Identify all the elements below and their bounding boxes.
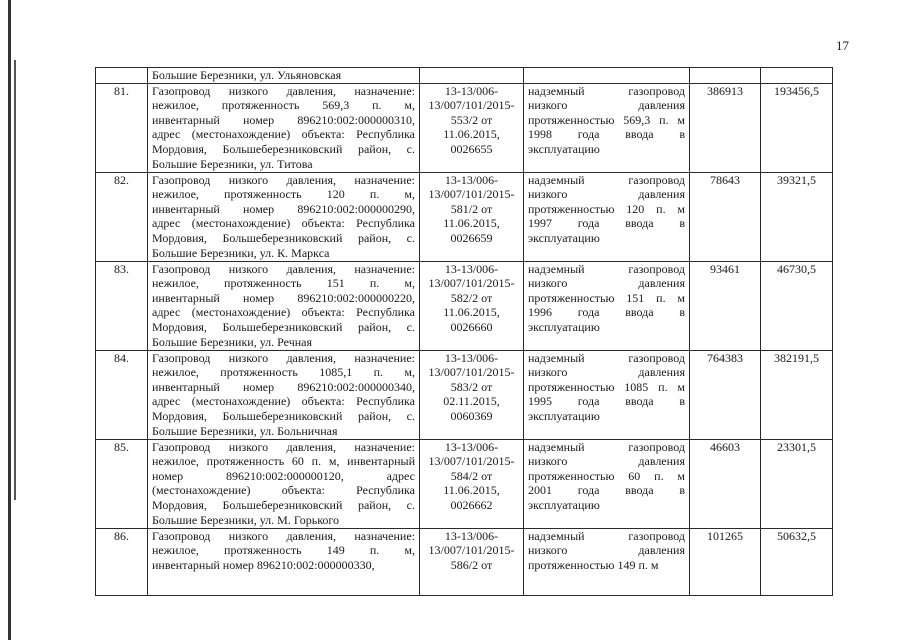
characteristics-line: эксплуатацию [528, 408, 600, 423]
description-line: нежилое, протяженность 569,3 п. м, [152, 98, 415, 113]
registration-line: 13/007/101/2015- [428, 98, 515, 113]
description-line: Мордовия, Большеберезниковский район, с. [152, 408, 415, 423]
cell-value-2 [761, 172, 833, 261]
cell-num [96, 83, 148, 172]
cell-value-1 [690, 172, 761, 261]
description-line: Газопровод низкого давления, назначение: [152, 350, 415, 365]
table-row [96, 261, 833, 350]
cell-num [96, 350, 148, 439]
cell-characteristics [524, 172, 690, 261]
value-2: 46730,5 [777, 261, 816, 276]
description-line: номер 896210:002:000000120, адрес [152, 468, 415, 483]
characteristics-line: эксплуатацию [528, 497, 600, 512]
description-line: (местонахождение) объекта: Республика [152, 483, 415, 498]
characteristics-line: протяженностью 60 п. м [528, 468, 685, 483]
registration-line: 13-13/006- [444, 528, 499, 543]
description-line: Газопровод низкого давления, назначение: [152, 528, 415, 543]
description-line: нежилое, протяженность 151 п. м, [152, 276, 415, 291]
row-number: 82. [114, 172, 129, 187]
cell-characteristics [524, 68, 690, 84]
description-line: инвентарный номер 896210:002:000000340, [152, 379, 415, 394]
value-2: 50632,5 [777, 528, 816, 543]
registration-line: 581/2 от [450, 201, 493, 216]
table-row [96, 439, 833, 528]
cell-description [148, 172, 420, 261]
cell-num [96, 172, 148, 261]
characteristics-line: низкого давления [528, 543, 685, 558]
cell-value-1 [690, 439, 761, 528]
row-number: 86. [114, 528, 129, 543]
cell-registration [420, 83, 524, 172]
characteristics-line: надземный газопровод [528, 528, 685, 543]
value-1: 46603 [710, 439, 740, 454]
characteristics-line: надземный газопровод [528, 439, 685, 454]
characteristics-line: протяженностью 120 п. м [528, 201, 685, 216]
cell-registration [420, 439, 524, 528]
table-row [96, 83, 833, 172]
description-line: Большие Березники, ул. М. Горького [152, 512, 340, 527]
value-2: 23301,5 [777, 439, 816, 454]
description-line: Мордовия, Большеберезниковский район, с. [152, 319, 415, 334]
characteristics-line: низкого давления [528, 187, 685, 202]
value-2: 39321,5 [777, 172, 816, 187]
cell-registration [420, 261, 524, 350]
value-2: 193456,5 [774, 83, 819, 98]
description-line: Большие Березники, ул. К. Маркса [152, 245, 330, 260]
cell-value-2 [761, 439, 833, 528]
description-line: адрес (местонахождение) объекта: Республика [152, 127, 415, 142]
cell-num [96, 261, 148, 350]
registration-line: 11.06.2015, [443, 127, 500, 142]
cell-num [96, 68, 148, 84]
cell-value-1 [690, 350, 761, 439]
cell-registration [420, 350, 524, 439]
characteristics-line: протяженностью 149 п. м [528, 557, 659, 572]
description-line: Большие Березники, ул. Больничная [152, 423, 338, 438]
description-line: адрес (местонахождение) объекта: Республика [152, 305, 415, 320]
register-table [95, 67, 833, 596]
registration-line: 13-13/006- [444, 439, 499, 454]
cell-value-1 [690, 261, 761, 350]
cell-description [148, 439, 420, 528]
characteristics-line: надземный газопровод [528, 261, 685, 276]
cell-characteristics [524, 83, 690, 172]
characteristics-line: надземный газопровод [528, 172, 685, 187]
characteristics-line: эксплуатацию [528, 141, 600, 156]
cell-value-1 [690, 528, 761, 595]
registration-line: 13/007/101/2015- [428, 187, 515, 202]
description-line: Газопровод низкого давления, назначение: [152, 83, 415, 98]
cell-value-1 [690, 83, 761, 172]
cell-value-2 [761, 83, 833, 172]
registration-line: 13-13/006- [444, 261, 499, 276]
characteristics-line: эксплуатацию [528, 230, 600, 245]
registration-line: 13/007/101/2015- [428, 365, 515, 380]
description-line: Большие Березники, ул. Титова [152, 156, 313, 171]
table-row [96, 172, 833, 261]
characteristics-line: 2001 года ввода в [528, 483, 685, 498]
cell-description [148, 68, 420, 84]
description-line: инвентарный номер 896210:002:000000310, [152, 112, 415, 127]
row-number: 83. [114, 261, 129, 276]
description-line: Большие Березники, ул. Ульяновская [152, 68, 342, 82]
value-2: 382191,5 [774, 350, 819, 365]
description-line: нежилое, протяженность 149 п. м, [152, 543, 415, 558]
registration-line: 02.11.2015, [443, 394, 500, 409]
cell-registration [420, 172, 524, 261]
characteristics-line: 1998 года ввода в [528, 127, 685, 142]
registration-line: 13-13/006- [444, 83, 499, 98]
registration-line: 0060369 [450, 408, 493, 423]
cell-value-2 [761, 528, 833, 595]
value-1: 93461 [710, 261, 740, 276]
description-line: Большие Березники, ул. Речная [152, 334, 313, 349]
registration-line: 13/007/101/2015- [428, 454, 515, 469]
page-number: 17 [836, 38, 849, 53]
characteristics-line: протяженностью 151 п. м [528, 290, 685, 305]
registration-line: 553/2 от [450, 112, 493, 127]
characteristics-line: 1996 года ввода в [528, 305, 685, 320]
registration-line: 583/2 от [450, 379, 493, 394]
row-number: 81. [114, 83, 129, 98]
description-line: Газопровод низкого давления, назначение: [152, 261, 415, 276]
register-body [96, 68, 833, 596]
value-1: 386913 [707, 83, 743, 98]
cell-value-1 [690, 68, 761, 84]
cell-characteristics [524, 439, 690, 528]
description-line: Газопровод низкого давления, назначение: [152, 172, 415, 187]
registration-line: 11.06.2015, [443, 216, 500, 231]
cell-characteristics [524, 261, 690, 350]
characteristics-line: эксплуатацию [528, 319, 600, 334]
description-line: Мордовия, Большеберезниковский район, с. [152, 141, 415, 156]
registration-line: 0026659 [450, 230, 493, 245]
characteristics-line: протяженностью 569,3 п. м [528, 112, 685, 127]
registration-line: 11.06.2015, [443, 483, 500, 498]
cell-description [148, 83, 420, 172]
value-1: 764383 [707, 350, 743, 365]
characteristics-line: низкого давления [528, 454, 685, 469]
registration-line: 586/2 от [450, 557, 493, 572]
registration-line: 0026655 [450, 141, 493, 156]
characteristics-line: надземный газопровод [528, 83, 685, 98]
characteristics-line: надземный газопровод [528, 350, 685, 365]
registration-line: 11.06.2015, [443, 305, 500, 320]
description-line: инвентарный номер 896210:002:000000290, [152, 201, 415, 216]
scan-artifact-left [8, 0, 11, 640]
table-row [96, 528, 833, 595]
cell-num [96, 528, 148, 595]
characteristics-line: протяженностью 1085 п. м [528, 379, 685, 394]
description-line: Мордовия, Большеберезниковский район, с. [152, 230, 415, 245]
cell-num [96, 439, 148, 528]
cell-registration [420, 528, 524, 595]
description-line: адрес (местонахождение) объекта: Республика [152, 216, 415, 231]
cell-characteristics [524, 350, 690, 439]
cell-description [148, 528, 420, 595]
row-number: 84. [114, 350, 129, 365]
table-row [96, 350, 833, 439]
description-line: Мордовия, Большеберезниковский район, с. [152, 497, 415, 512]
description-line: инвентарный номер 896210:002:000000220, [152, 290, 415, 305]
scan-artifact-left-2 [14, 60, 16, 500]
description-line: нежилое, протяженность 60 п. м, инвентарный [152, 454, 415, 469]
cell-characteristics [524, 528, 690, 595]
registration-line: 0026660 [450, 319, 493, 334]
cell-value-2 [761, 261, 833, 350]
value-1: 101265 [707, 528, 743, 543]
registration-line: 13-13/006- [444, 172, 499, 187]
registration-line: 13/007/101/2015- [428, 276, 515, 291]
description-line: Газопровод низкого давления, назначение: [152, 439, 415, 454]
cell-registration [420, 68, 524, 84]
characteristics-line: 1995 года ввода в [528, 394, 685, 409]
description-line: нежилое, протяженность 120 п. м, [152, 187, 415, 202]
row-number: 85. [114, 439, 129, 454]
characteristics-line: низкого давления [528, 98, 685, 113]
registration-line: 584/2 от [450, 468, 493, 483]
characteristics-line: низкого давления [528, 365, 685, 380]
description-line: инвентарный номер 896210:002:000000330, [152, 557, 375, 572]
cell-description [148, 350, 420, 439]
value-1: 78643 [710, 172, 740, 187]
cell-value-2 [761, 68, 833, 84]
description-line: адрес (местонахождение) объекта: Республика [152, 394, 415, 409]
registration-line: 13-13/006- [444, 350, 499, 365]
registration-line: 582/2 от [450, 290, 493, 305]
cell-value-2 [761, 350, 833, 439]
table-row-continued [96, 68, 833, 84]
characteristics-line: 1997 года ввода в [528, 216, 685, 231]
registration-line: 0026662 [450, 497, 493, 512]
registration-line: 13/007/101/2015- [428, 543, 515, 558]
cell-description [148, 261, 420, 350]
description-line: нежилое, протяженность 1085,1 п. м, [152, 365, 415, 380]
characteristics-line: низкого давления [528, 276, 685, 291]
